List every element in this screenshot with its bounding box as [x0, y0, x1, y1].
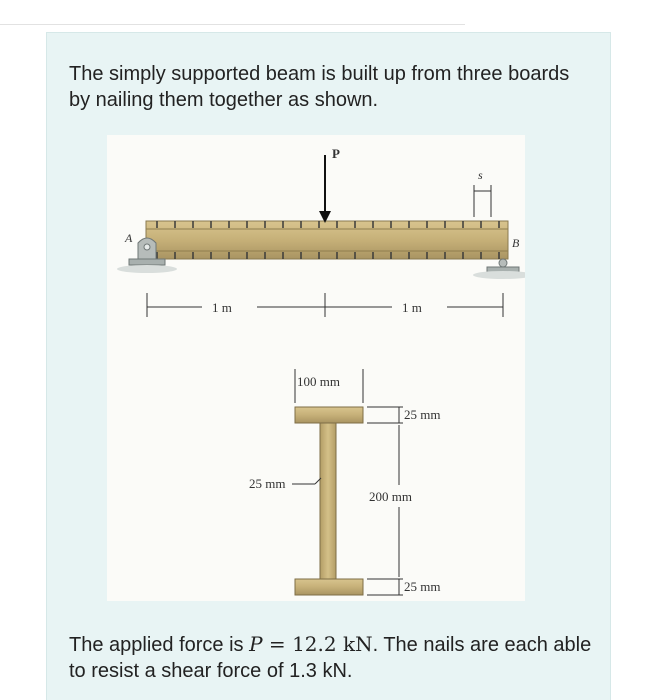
force-unit: kN: [336, 632, 373, 656]
web-thickness-label: 25 mm: [249, 476, 286, 491]
applied-prefix: The applied force is: [69, 634, 250, 656]
applied-mid: . The nails are each able to resist a shear force of: [69, 634, 592, 682]
equals-sign: =: [262, 632, 293, 656]
span-right-label: 1 m: [402, 300, 422, 315]
applied-end: .: [346, 660, 353, 682]
nail-shear-value: 1.3: [289, 660, 317, 682]
force-symbol: P: [249, 632, 263, 656]
force-value: 12.2: [292, 632, 337, 656]
applied-force-text: [69, 631, 594, 684]
web-height-label: 200 mm: [369, 489, 412, 504]
load-label: P: [332, 146, 340, 161]
problem-card: [46, 32, 611, 700]
beam: [146, 221, 508, 259]
support-a-label: A: [125, 231, 133, 245]
top-flange-thickness-label: 25 mm: [404, 407, 441, 422]
beam-figure: [107, 135, 525, 601]
nail-shear-unit: kN: [316, 660, 347, 682]
separator-line: [0, 24, 465, 25]
flange-width-label: 100 mm: [297, 374, 340, 389]
spacing-label: s: [478, 168, 483, 182]
bottom-flange-thickness-label: 25 mm: [404, 579, 441, 594]
problem-intro-text: The simply supported beam is built up from three boards by nailing them together as shown.: [69, 63, 570, 111]
span-left-label: 1 m: [212, 300, 232, 315]
support-b-label: B: [512, 236, 520, 250]
